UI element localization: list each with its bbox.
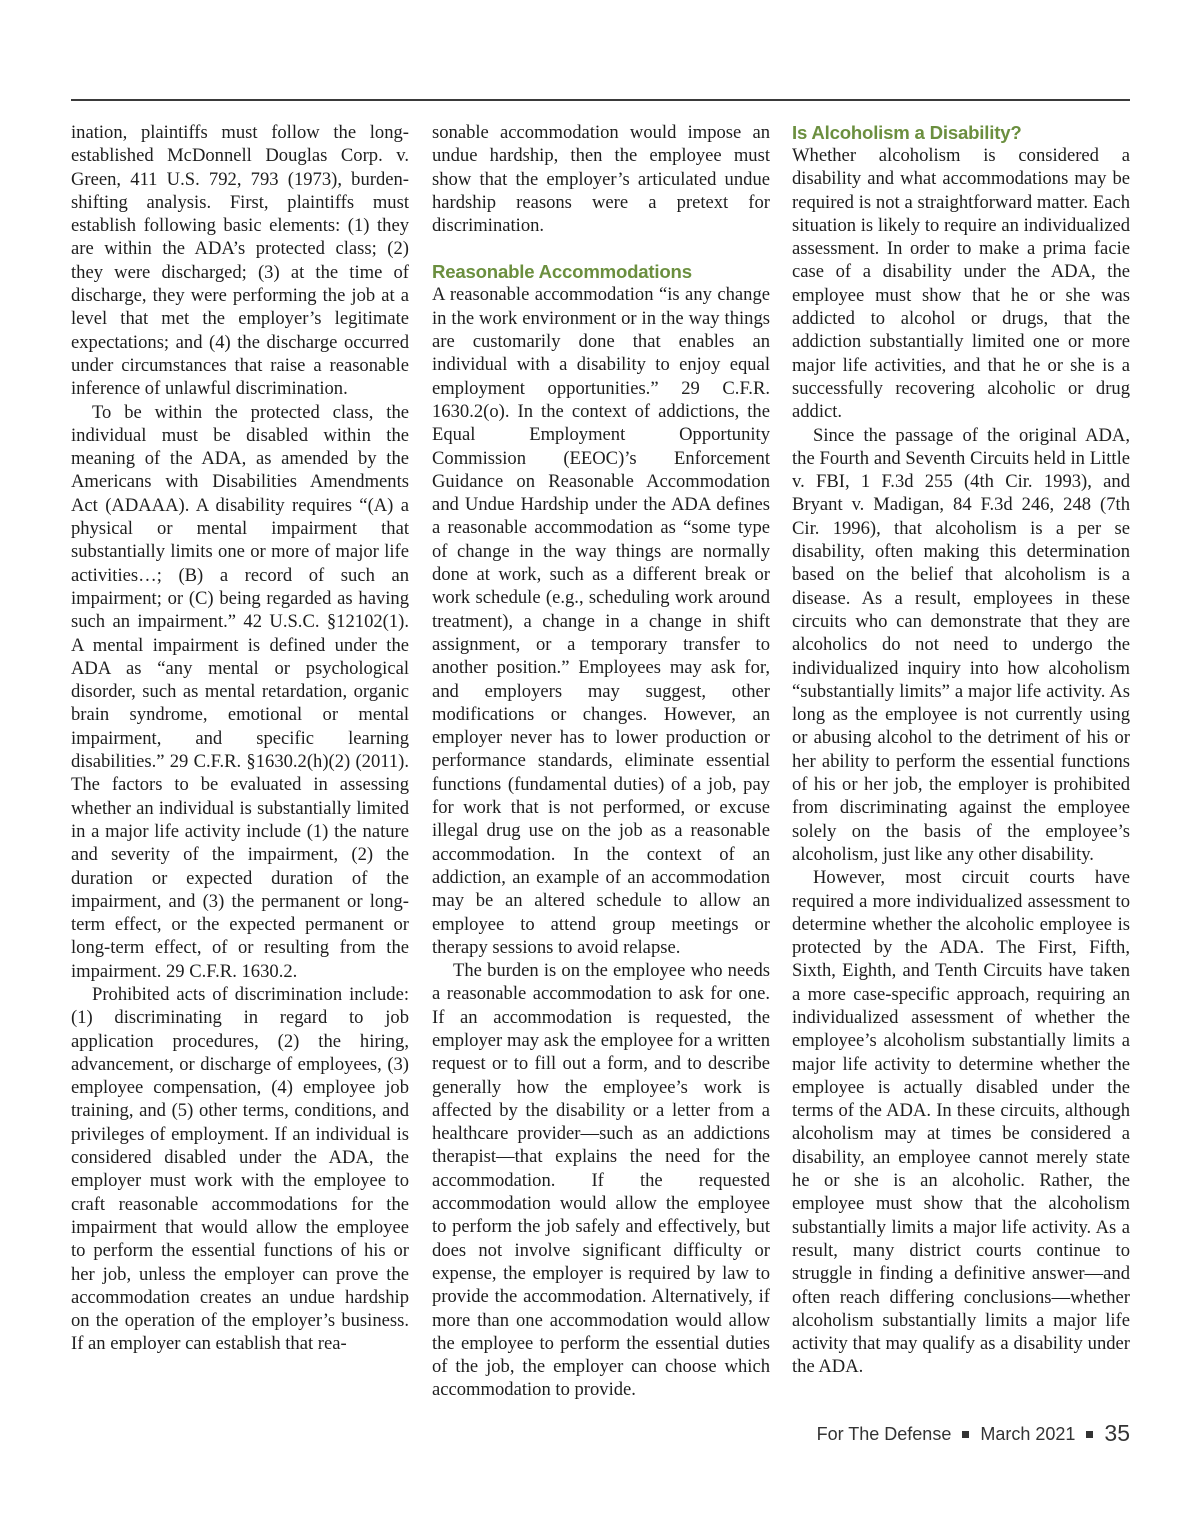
article-column-1 — [71, 121, 409, 1356]
square-bullet-icon — [1086, 1431, 1093, 1438]
section-heading: Is Alcoholism a Disability? — [792, 122, 1022, 143]
paragraph: A reasonable accommodation “is any change in the work environment or in the way things are customarily done that enables an individual with a disability to enjoy equal employment opportunities.” 29 C.F.R. 1630.2(o). In the context of addictions, the Equal Employment Opportunity Commission (EEOC)’s Enforcement Guidance on Reasonable Accommodation and Undue Hardship under the ADA defines a reasonable accommodation as “some type of change in the way things are normally done at work, such as a different break or work schedule (e.g., scheduling work around treatment), a change in a change in shift assignment, or a temporary transfer to another position.” Employees may ask for, and employers may suggest, other modifications or changes. However, an employer never has to lower production or performance standards, eliminate essential functions (fundamental duties) of a job, pay for work that is not performed, or excuse illegal drug use on the job as a reasonable accommodation. In the context of an addiction, an example of an accommodation may be an altered schedule to allow an employee to attend group meetings or therapy sessions to avoid relapse. — [432, 284, 770, 958]
square-bullet-icon — [962, 1431, 969, 1438]
article-column-3 — [792, 121, 1130, 1379]
publication-name: For The Defense — [816, 1424, 952, 1444]
article-column-2 — [432, 121, 770, 1402]
paragraph: Prohibited acts of discrimination include: (1) discriminating in regard to job application procedures, (2) the hiring, advancement, or discharge of employees, (3) employee compensation, (4) employee job training, and (5) other terms, conditions, and privileges of employment. If an individual is considered disabled under the ADA, the employer must work with the employee to craft reasonable accommodations for the impairment that would allow the employee to perform the essential functions of his or her job, unless the employer can prove the accommodation creates an undue hardship on the operation of the employer’s business. If an employer can establish that rea- — [71, 983, 409, 1355]
page-footer — [817, 1420, 1130, 1447]
page-number: 35 — [1104, 1420, 1130, 1446]
paragraph: sonable accommodation would impose an undue hardship, then the employee must show that the employer’s articulated undue hardship reasons were a pretext for discrimination. — [432, 122, 770, 237]
section-heading: Reasonable Accommodations — [432, 261, 692, 283]
paragraph: Whether alcoholism is considered a disability and what accommodations may be required is not a straightforward matter. Each situation is likely to require an individualized assessment. In order to make a prima facie case of a disability under the ADA, the employee must show that he or she was addicted to alcohol or drugs, that the addiction substantially limited one or more major life activities, and that he or she is a successfully recovering alcoholic or drug addict. — [792, 145, 1130, 423]
paragraph: ination, plaintiffs must follow the long-established McDonnell Douglas Corp. v. Green, 411 U.S. 792, 793 (1973), burden-shifting analysis. First, plaintiffs must establish following basic elements: (1) they are within the ADA’s protected class; (2) they were discharged; (3) at the time of discharge, they were performing the job at a level that met the employer’s legitimate expectations; and (4) the discharge occurred under circumstances that raise a reasonable inference of unlawful discrimination. — [71, 122, 409, 400]
paragraph: To be within the protected class, the individual must be disabled within the meaning of the ADA, as amended by the Americans with Disabilities Amendments Act (ADAAA). A disability requires “(A) a physical or mental impairment that substantially limits one or more of major life activities…; (B) a record of such an impairment; or (C) being regarded as having such an impairment.” 42 U.S.C. §12102(1). A mental impairment is defined under the ADA as “any mental or psychological disorder, such as mental retardation, organic brain syndrome, emotional or mental impairment, and specific learning disabilities.” 29 C.F.R. §1630.2(h)(2) (2011). The factors to be evaluated in assessing whether an individual is substantially limited in a major life activity include (1) the nature and severity of the impairment, (2) the duration or expected duration of the impairment, and (3) the permanent or long-term effect, or the expected permanent or long-term effect, of or resulting from the impairment. 29 C.F.R. 1630.2. — [71, 401, 409, 982]
paragraph: The burden is on the employee who needs a reasonable accommodation to ask for one. If an accommodation is requested, the employer may ask the employee for a written request or to fill out a form, and to describe generally how the employee’s work is affected by the disability or a letter from a healthcare provider—such as an addictions therapist—that explains the need for the accommodation. If the requested accommodation would allow the employee to perform the job safely and effectively, but does not involve significant difficulty or expense, the employer is required by law to provide the accommodation. Alternatively, if more than one accommodation would allow the employee to perform the essential duties of the job, the employer can choose which accommodation to provide. — [432, 960, 770, 1401]
paragraph: Since the passage of the original ADA, the Fourth and Seventh Circuits held in Little v. FBI, 1 F.3d 255 (4th Cir. 1993), and Bryant v. Madigan, 84 F.3d 246, 248 (7th Cir. 1996), that alcoholism is a per se disability, often making this determination based on the belief that alcoholism is a disease. As a result, employees in these circuits who can demonstrate that they are alcoholics do not need to undergo the individualized inquiry into how alcoholism “substantially limits” a major life activity. As long as the employee is not currently using or abusing alcohol to the detriment of his or her ability to perform the essential functions of his or her job, the employer is prohibited from discriminating against the employee solely on the basis of the employee’s alcoholism, just like any other disability. — [792, 424, 1130, 865]
header-rule — [71, 99, 1130, 101]
paragraph: However, most circuit courts have required a more individualized assessment to determine whether the alcoholic employee is protected by the ADA. The First, Fifth, Sixth, Eighth, and Tenth Circuits have taken a more case-specific approach, requiring an individualized assessment of whether the employee’s alcoholism substantially limits a major life activity to determine whether the employee is actually disabled under the terms of the ADA. In these circuits, although alcoholism may at times be considered a disability, an employee cannot merely state he or she is an alcoholic. Rather, the employee must show that the alcoholism substantially limits a major life activity. As a result, many district courts continue to struggle in finding a definitive answer—and often reach differing conclusions—whether alcoholism substantially limits a major life activity that may qualify as a disability under the ADA. — [792, 867, 1130, 1378]
issue-date: March 2021 — [980, 1424, 1076, 1444]
